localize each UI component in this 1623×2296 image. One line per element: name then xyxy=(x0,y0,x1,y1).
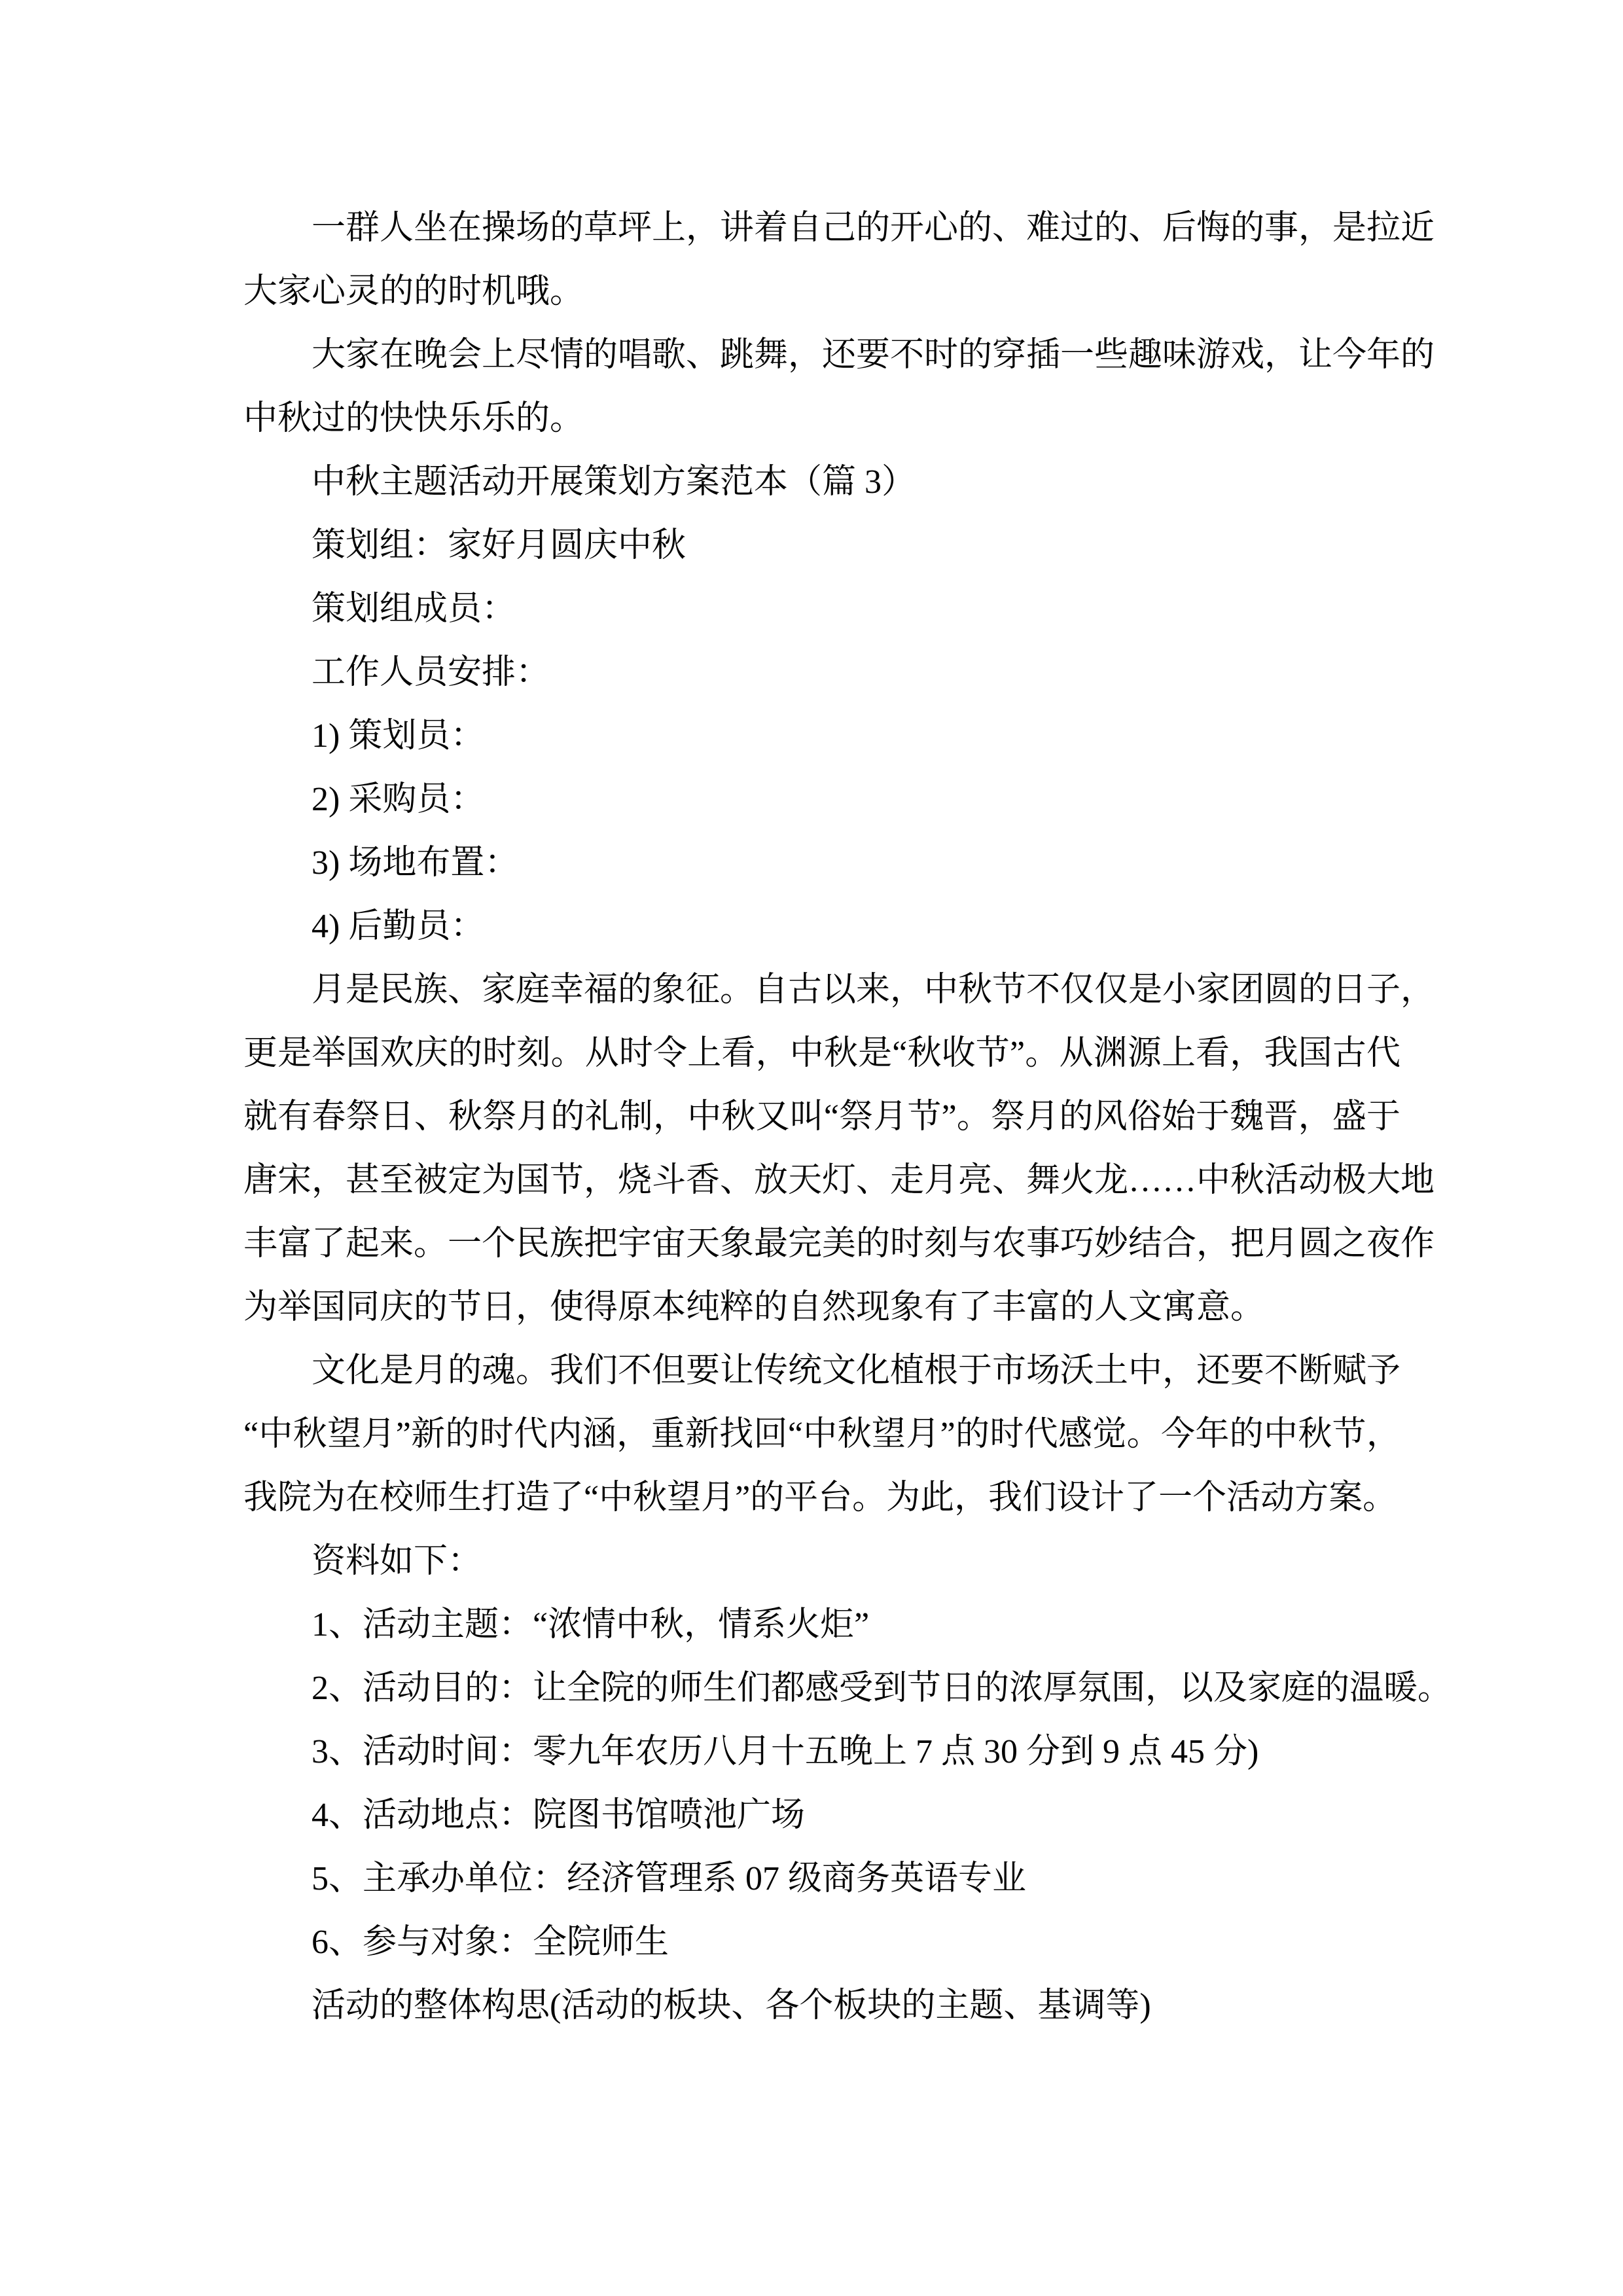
text-line: 中秋主题活动开展策划方案范本（篇 3） xyxy=(312,463,916,501)
text-line: 唐宋，甚至被定为国节，烧斗香、放天灯、走月亮、舞火龙……中秋活动极大地 xyxy=(243,1162,1435,1199)
text-line: 3) 场地布置： xyxy=(312,844,519,882)
text-line: 为举国同庆的节日，使得原本纯粹的自然现象有了丰富的人文寓意。 xyxy=(243,1289,1265,1326)
text-line: 4、活动地点：院图书馆喷池广场 xyxy=(312,1797,806,1834)
text-line: 更是举国欢庆的时刻。从时令上看，中秋是“秋收节”。从渊源上看，我国古代 xyxy=(243,1035,1400,1072)
text-line: 资料如下： xyxy=(312,1543,482,1580)
text-line: 月是民族、家庭幸福的象征。自古以来，中秋节不仅仅是小家团圆的日子， xyxy=(312,971,1435,1009)
text-line: 4) 后勤员： xyxy=(312,908,485,945)
text-line: 5、主承办单位：经济管理系 07 级商务英语专业 xyxy=(312,1860,1027,1897)
text-line: 2、活动目的：让全院的师生们都感受到节日的浓厚氛围，以及家庭的温暖。 xyxy=(312,1670,1452,1707)
text-line: 活动的整体构思(活动的板块、各个板块的主题、基调等) xyxy=(312,1987,1151,2024)
text-line: 就有春祭日、秋祭月的礼制，中秋又叫“祭月节”。祭月的风俗始于魏晋，盛于 xyxy=(243,1098,1400,1136)
text-line: 丰富了起来。一个民族把宇宙天象最完美的时刻与农事巧妙结合，把月圆之夜作 xyxy=(243,1225,1435,1263)
text-line: 中秋过的快快乐乐的。 xyxy=(243,400,584,437)
text-line: 2) 采购员： xyxy=(312,781,485,818)
text-line: 文化是月的魂。我们不但要让传统文化植根于市场沃土中，还要不断赋予 xyxy=(312,1352,1401,1390)
text-line: 策划组：家好月圆庆中秋 xyxy=(312,527,687,564)
text-line: 工作人员安排： xyxy=(312,654,550,691)
text-line: 6、参与对象：全院师生 xyxy=(312,1924,669,1961)
text-line: 大家在晚会上尽情的唱歌、跳舞，还要不时的穿插一些趣味游戏，让今年的 xyxy=(312,336,1435,374)
text-line: 1) 策划员： xyxy=(312,717,485,755)
text-line: 策划组成员： xyxy=(312,590,516,628)
text-line: 我院为在校师生打造了“中秋望月”的平台。为此，我们设计了一个活动方案。 xyxy=(243,1479,1397,1516)
text-line: “中秋望月”新的时代内涵，重新找回“中秋望月”的时代感觉。今年的中秋节， xyxy=(243,1416,1400,1453)
text-line: 一群人坐在操场的草坪上，讲着自己的开心的、难过的、后悔的事，是拉近 xyxy=(312,209,1435,247)
text-line: 3、活动时间：零九年农历八月十五晚上 7 点 30 分到 9 点 45 分) xyxy=(312,1733,1259,1770)
document-text-block xyxy=(243,196,1452,2037)
text-line: 大家心灵的的时机哦。 xyxy=(243,273,584,310)
text-line: 1、活动主题：“浓情中秋，情系火炬” xyxy=(312,1606,870,1643)
